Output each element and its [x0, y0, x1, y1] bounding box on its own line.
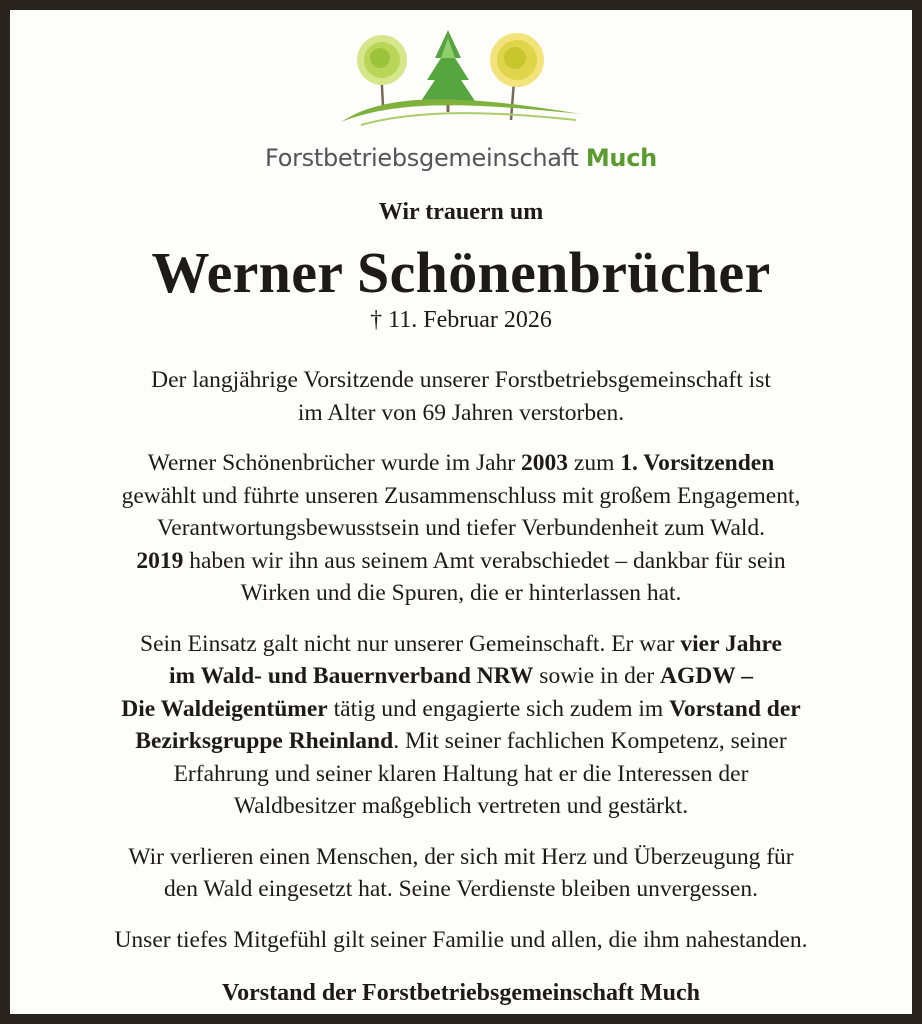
obituary-notice [10, 10, 912, 1014]
text-run: zum [568, 450, 621, 476]
text-run: sowie in der [533, 663, 661, 689]
text-line [10, 873, 912, 906]
text-run: tätig und engagierte sich zudem im [327, 695, 670, 722]
logo-wordmark [10, 144, 912, 172]
bold-text: vier Jahre [680, 630, 782, 657]
text-line [10, 480, 912, 513]
text-line [10, 577, 912, 610]
bold-text: 1. Vorsitzenden [620, 450, 775, 476]
paragraph [10, 841, 912, 906]
bold-text: Bezirksgruppe Rheinland [135, 728, 394, 754]
text-run: im Alter von 69 Jahren verstorben. [297, 399, 625, 426]
bold-text: 2019 [136, 547, 184, 574]
signoff: Vorstand der Forstbetriebsgemeinschaft Much [222, 980, 700, 1006]
logo [10, 28, 912, 172]
text-run: gewählt und führte unseren Zusammenschluss mit großem Engagement, [121, 482, 801, 509]
text-line [10, 397, 912, 430]
logo-name-main: Forstbetriebsgemeinschaft [265, 144, 579, 172]
text-line [10, 545, 912, 578]
logo-name-accent: Much [585, 144, 657, 172]
text-run: Wirken und die Spuren, die er hinterlassen hat. [240, 580, 682, 606]
paragraph [10, 628, 912, 823]
logo-graphic [331, 28, 591, 128]
text-line [10, 841, 912, 874]
text-run: haben wir ihn aus seinem Amt verabschiedet – dankbar für sein [183, 547, 786, 574]
text-line [10, 693, 912, 726]
text-run: Verantwortungsbewusstsein und tiefer Verbundenheit zum Wald. [156, 515, 766, 541]
text-line [10, 790, 912, 823]
bold-text: Die Waldeigentümer [121, 695, 328, 722]
deciduous-tree-icon [357, 35, 407, 106]
text-run: . Mit seiner fachlichen Kompetenz, seiner [393, 728, 787, 754]
deceased-name: Werner Schönenbrücher [151, 240, 771, 305]
paragraphs [10, 364, 912, 956]
paragraph [10, 447, 912, 610]
notice-body [10, 198, 912, 1008]
bold-text: AGDW – [660, 663, 753, 689]
text-line [10, 725, 912, 758]
text-run: Unser tiefes Mitgefühl gilt seiner Familie und allen, die ihm nahestanden. [114, 926, 808, 953]
text-line [10, 447, 912, 480]
text-run: Wir verlieren einen Menschen, der sich mit Herz und Überzeugung für [128, 843, 794, 870]
text-run: Sein Einsatz galt nicht nur unserer Gemeinschaft. Er war [140, 630, 681, 657]
bold-text: Vorstand der [669, 695, 801, 722]
text-run: Werner Schönenbrücher wurde im Jahr [147, 450, 522, 476]
bold-text: im Wald- und Bauernverband NRW [169, 663, 534, 689]
text-line [10, 364, 912, 397]
paragraph [10, 364, 912, 429]
hill-swoosh-icon [341, 99, 581, 122]
intro-line: Wir trauern um [378, 199, 544, 225]
death-date: † 11. Februar 2026 [370, 307, 552, 333]
text-run: Der langjährige Vorsitzende unserer Forstbetriebsgemeinschaft ist [151, 367, 771, 393]
text-line [10, 660, 912, 693]
text-line [10, 758, 912, 791]
text-line [10, 628, 912, 661]
text-run: den Wald eingesetzt hat. Seine Verdienste bleiben unvergessen. [164, 876, 758, 902]
text-line [10, 512, 912, 545]
text-line [10, 924, 912, 957]
bold-text: 2003 [521, 450, 569, 476]
paragraph [10, 924, 912, 957]
text-run: Erfahrung und seiner klaren Haltung hat er die Interessen der [173, 760, 749, 787]
text-run: Waldbesitzer maßgeblich vertreten und gestärkt. [233, 793, 689, 819]
